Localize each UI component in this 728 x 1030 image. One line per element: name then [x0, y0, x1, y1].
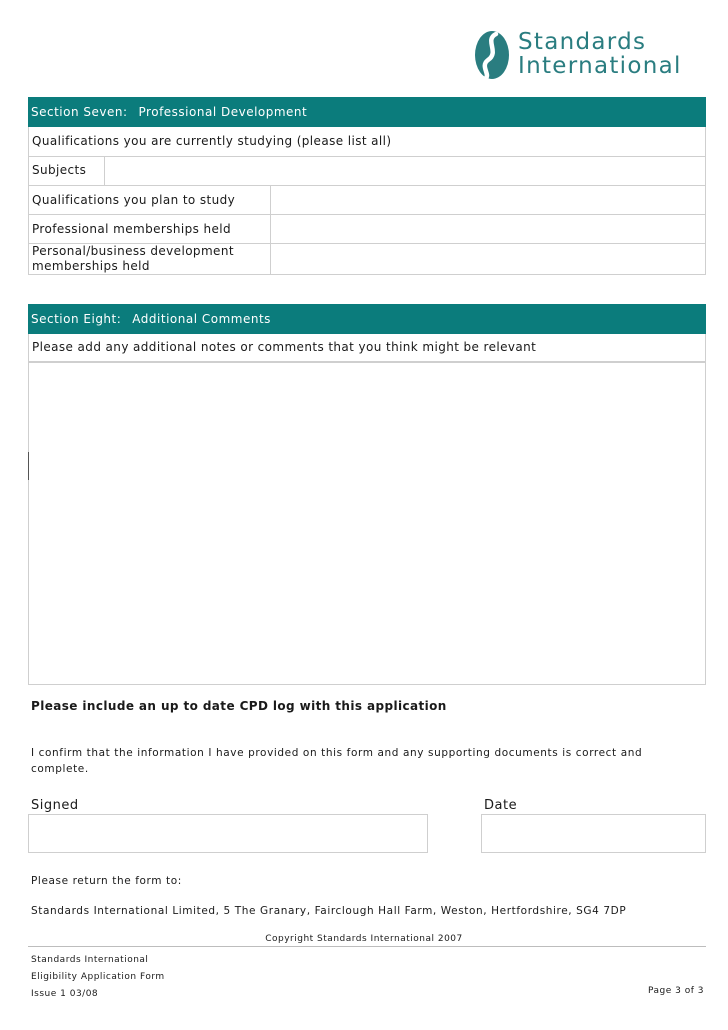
- logo-mark-icon: [472, 30, 512, 80]
- professional-memberships-row: [28, 215, 706, 244]
- cpd-notice: Please include an up to date CPD log with this application: [31, 699, 447, 713]
- qualifications-studying-row: [28, 127, 706, 157]
- return-label: Please return the form to:: [31, 875, 182, 887]
- footer-issue: Issue 1 03/08: [31, 989, 99, 999]
- date-field[interactable]: [481, 814, 706, 853]
- footer-divider: [28, 946, 706, 947]
- text-cursor: [28, 452, 29, 480]
- personal-memberships-label-line2: memberships held: [32, 259, 150, 273]
- confirmation-text: [31, 745, 642, 777]
- subjects-label: Subjects: [32, 163, 87, 177]
- subjects-field[interactable]: [105, 157, 705, 185]
- footer-form-name: Eligibility Application Form: [31, 972, 165, 982]
- logo-line1: Standards: [518, 29, 647, 55]
- section-seven-header: [28, 97, 706, 127]
- qualifications-plan-row: [28, 186, 706, 215]
- qualifications-plan-field[interactable]: [271, 186, 705, 214]
- footer-info: [31, 952, 165, 1003]
- comments-prompt: Please add any additional notes or comments that you think might be relevant: [32, 340, 537, 354]
- footer-company: Standards International: [31, 955, 149, 965]
- date-label: Date: [484, 798, 518, 813]
- section-seven-number: Section Seven:: [31, 105, 128, 119]
- section-eight-title: Additional Comments: [132, 312, 271, 326]
- signature-field[interactable]: [28, 814, 428, 853]
- qualifications-plan-label: Qualifications you plan to study: [32, 193, 236, 207]
- logo-line2: International: [518, 53, 682, 79]
- personal-memberships-label: [32, 244, 234, 274]
- qualifications-studying-label: Qualifications you are currently studying (please list all): [32, 134, 392, 148]
- professional-memberships-field[interactable]: [271, 215, 705, 243]
- subjects-row: [28, 157, 706, 186]
- footer-page: Page 3 of 3: [648, 986, 704, 996]
- confirmation-line2: complete.: [31, 763, 89, 775]
- professional-memberships-label: Professional memberships held: [32, 222, 232, 236]
- section-eight-number: Section Eight:: [31, 312, 122, 326]
- comments-textarea[interactable]: [28, 362, 706, 685]
- section-seven-title: Professional Development: [138, 105, 308, 119]
- signed-label: Signed: [31, 798, 79, 813]
- copyright: Copyright Standards International 2007: [265, 934, 463, 944]
- personal-memberships-row: [28, 244, 706, 275]
- personal-memberships-label-line1: Personal/business development: [32, 244, 234, 258]
- comments-prompt-row: [28, 334, 706, 362]
- logo-text: [518, 30, 682, 78]
- confirmation-line1: I confirm that the information I have provided on this form and any supporting documents is correct and: [31, 747, 643, 759]
- return-address: Standards International Limited, 5 The Granary, Fairclough Hall Farm, Weston, Hertfordshire, SG4 7DP: [31, 905, 627, 917]
- personal-memberships-field[interactable]: [271, 244, 705, 274]
- section-eight-header: [28, 304, 706, 334]
